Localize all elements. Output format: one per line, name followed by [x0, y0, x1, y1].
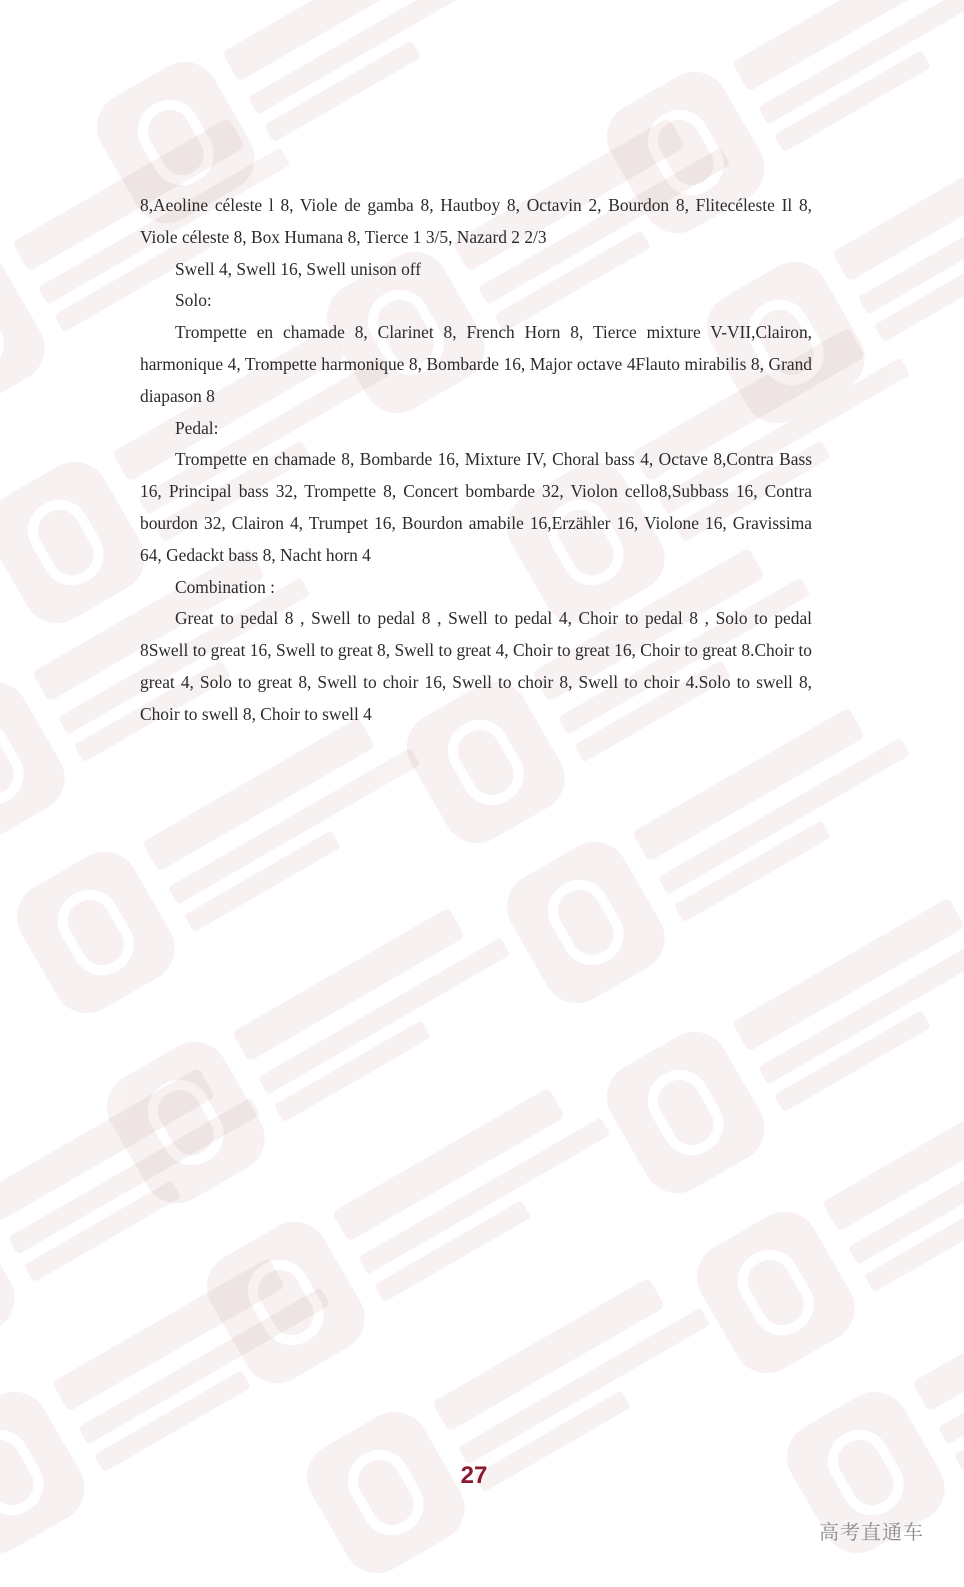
watermark-logo	[0, 1211, 373, 1578]
heading-solo: Solo:	[175, 290, 212, 311]
paragraph-swell-stops: 8,Aeoline céleste l 8, Viole de gamba 8, Hautboy 8, Octavin 2, Bourdon 8, Flitecéleste Il 8, Viole céleste 8, Box Humana 8, Tierce 1 3/5, Nazard 2 2/3	[140, 195, 812, 247]
page-number: 27	[460, 1462, 488, 1489]
body-text	[140, 190, 812, 731]
watermark-logo	[287, 1231, 753, 1587]
watermark-logo	[0, 1021, 303, 1388]
heading-pedal: Pedal:	[175, 417, 219, 438]
footer-brand: 高考直通车	[819, 1520, 924, 1544]
paragraph-swell-couplers: Swell 4, Swell 16, Swell unison off	[175, 258, 422, 279]
paragraph-solo-stops: Trompette en chamade 8, Clarinet 8, French Horn 8, Tierce mixture V-VII,Clairon, harmonique 4, Trompette harmonique 8, Bombarde 16, Major octave 4Flauto mirabilis 8, Grand diapason 8	[140, 322, 812, 406]
paragraph-combination-stops: Great to pedal 8 , Swell to pedal 8 , Swell to pedal 4, Choir to pedal 8 , Solo to pedal 8Swell to great 16, Swell to great 8, Swell to great 4, Choir to great 16, Choir to great 8.Choir to great 4, Solo to great 8, Swell to choir 16, Swell to choir 8, Swell to choir 4.Solo to swell 8, Choir to swell 8, Choir to swell 4	[140, 608, 812, 724]
watermark-logo	[677, 1031, 964, 1398]
watermark-logo	[187, 1041, 653, 1408]
heading-combination: Combination :	[175, 576, 275, 597]
watermark-logo	[87, 861, 553, 1228]
watermark-logo	[587, 851, 964, 1218]
paragraph-pedal-stops: Trompette en chamade 8, Bombarde 16, Mixture IV, Choral bass 4, Octave 8,Contra Bass 16, Principal bass 32, Trompette 8, Concert bombarde 32, Violon cello8,Subbass 16, Contra bourdon 32, Clairon 4, Trumpet 16, Bourdon amabile 16,Erzähler 16, Violone 16, Gravissima 64, Gedackt bass 8, Nacht horn 4	[140, 449, 812, 565]
